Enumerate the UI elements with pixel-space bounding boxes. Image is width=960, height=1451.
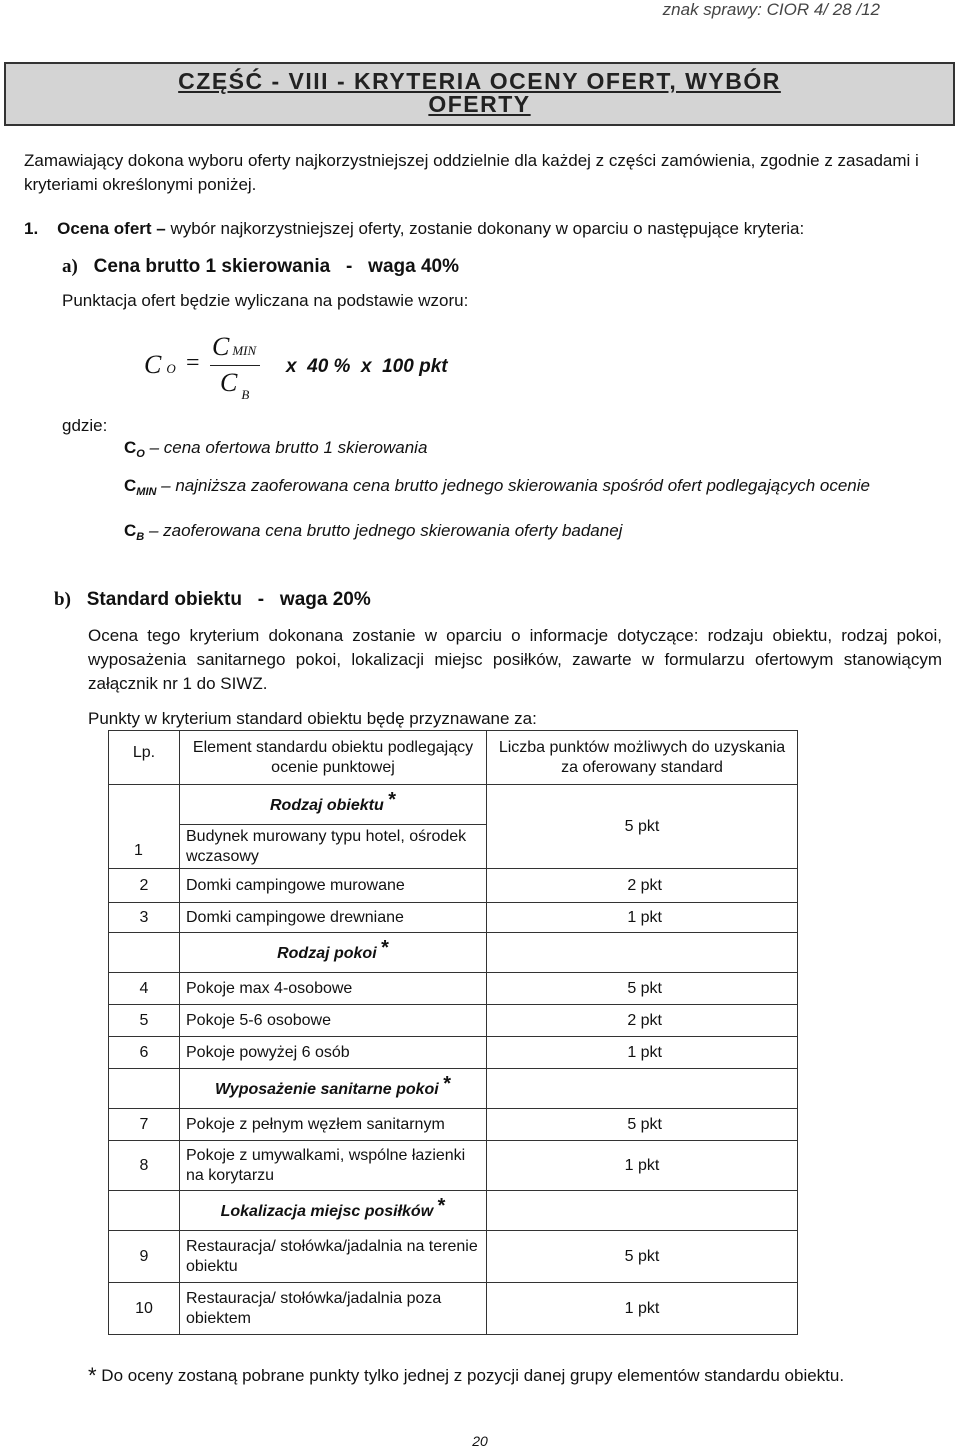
- table-cell-element: Pokoje z pełnym węzłem sanitarnym: [180, 1109, 487, 1141]
- table-cell-lp: 10: [109, 1283, 180, 1335]
- table-cell-element: Budynek murowany typu hotel, ośrodek wczasowy: [180, 825, 487, 869]
- table-row: [109, 1141, 798, 1191]
- intro-paragraph: Zamawiający dokona wyboru oferty najkorzystniejszej oddzielnie dla każdej z części zamówienia, zgodnie z zasadami i kryteriami określonymi poniżej.: [24, 151, 919, 194]
- table-cell-points: 5 pkt: [487, 1231, 798, 1283]
- table-cell-lp: 6: [109, 1037, 180, 1069]
- definition-co: $C_O$ – cena ofertowa brutto 1 skierowania: [124, 438, 428, 460]
- header-points: Liczba punktów możliwych do uzyskania za oferowany standard: [487, 731, 798, 785]
- table-row: [109, 1109, 798, 1141]
- formula-multiplier: x 40 % x 100 pkt: [286, 356, 448, 377]
- group-title-room-type: Rodzaj pokoi *: [180, 933, 487, 973]
- table-cell-points: 5 pkt: [487, 973, 798, 1005]
- group-title-sanitary: Wyposażenie sanitarne pokoi *: [180, 1069, 487, 1109]
- criterion-b-label: b): [54, 589, 71, 610]
- table-cell-element: Pokoje z umywalkami, wspólne łazienki na korytarzu: [180, 1141, 487, 1191]
- table-row: [109, 1283, 798, 1335]
- table-cell-lp: 2: [109, 869, 180, 903]
- point-1-heading: Ocena ofert –: [57, 219, 171, 238]
- table-cell-points: 2 pkt: [487, 869, 798, 903]
- section-title-box: [4, 62, 955, 126]
- group-title-object-type: Rodzaj obiektu *: [180, 785, 487, 825]
- table-cell-lp: 1: [134, 842, 143, 859]
- table-row: [109, 1005, 798, 1037]
- table-cell-lp: 3: [109, 903, 180, 933]
- table-cell-lp: 7: [109, 1109, 180, 1141]
- point-1: [24, 217, 944, 241]
- point-1-number: 1.: [24, 219, 39, 238]
- table-cell-points: 2 pkt: [487, 1005, 798, 1037]
- points-intro: Punkty w kryterium standard obiektu będę przyznawane za:: [88, 709, 537, 728]
- criterion-a-text: Cena brutto 1 skierowania - waga 40%: [93, 256, 460, 277]
- footnote-star: *: [88, 1363, 97, 1388]
- table-cell-lp: 9: [109, 1231, 180, 1283]
- criterion-a: [62, 254, 459, 280]
- criterion-b-description: Ocena tego kryterium dokonana zostanie w oparciu o informacje dotyczące: rodzaju obiektu, rodzaj pokoi, wyposażenia sanitarnego pokoi, lokalizacji miejsc posiłków, zawarte w formularzu ofertowym stanowiącym załącznik nr 1 do SIWZ.: [88, 626, 942, 693]
- formula-co: C O: [144, 350, 176, 379]
- footnote-text: Do oceny zostaną pobrane punkty tylko jednej z pozycji danej grupy elementów standardu obiektu.: [101, 1366, 845, 1385]
- table-row: [109, 903, 798, 933]
- criterion-a-label: a): [62, 256, 78, 277]
- table-cell-points: 1 pkt: [487, 1283, 798, 1335]
- header-lp: Lp.: [109, 731, 180, 785]
- criterion-b-text: Standard obiektu - waga 20%: [86, 589, 371, 610]
- section-title: [14, 70, 945, 116]
- section-title-line2: OFERTY: [428, 91, 531, 117]
- section-title-line1: CZĘŚĆ - VIII - KRYTERIA OCENY OFERT, WYBÓR: [178, 68, 781, 94]
- formula-intro: Punktacja ofert będzie wyliczana na podstawie wzoru:: [62, 291, 469, 310]
- formula-equals: =: [186, 350, 200, 376]
- criterion-b: [54, 587, 371, 613]
- table-cell-points: 1 pkt: [487, 1141, 798, 1191]
- group-row: [109, 1191, 798, 1231]
- table-row: [109, 1231, 798, 1283]
- table-row: [109, 869, 798, 903]
- header-element: Element standardu obiektu podlegający ocenie punktowej: [180, 731, 487, 785]
- table-cell-lp: 4: [109, 973, 180, 1005]
- table-cell-points: 5 pkt: [487, 785, 798, 869]
- formula-fraction-bar: [210, 365, 260, 366]
- table-cell-element: Pokoje powyżej 6 osób: [180, 1037, 487, 1069]
- table-row: [109, 973, 798, 1005]
- case-number: znak sprawy: CIOR 4/ 28 /12: [662, 0, 880, 19]
- table-cell-element: Domki campingowe drewniane: [180, 903, 487, 933]
- table-cell-element: Domki campingowe murowane: [180, 869, 487, 903]
- definition-cb: $C_B$ – zaoferowana cena brutto jednego skierowania oferty badanej: [124, 521, 623, 543]
- table-cell-element: Restauracja/ stołówka/jadalnia na terenie obiektu: [180, 1231, 487, 1283]
- table-cell-points: 1 pkt: [487, 1037, 798, 1069]
- point-1-text: wybór najkorzystniejszej oferty, zostanie dokonany w oparciu o następujące kryteria:: [170, 219, 805, 238]
- table-cell-element: Pokoje max 4-osobowe: [180, 973, 487, 1005]
- page-number: 20: [472, 1433, 488, 1449]
- group-row: [109, 933, 798, 973]
- group-row: [109, 1069, 798, 1109]
- table-header-row: [109, 731, 798, 785]
- formula-numerator: CMIN: [212, 332, 257, 361]
- standard-criteria-table: [108, 730, 798, 1335]
- table-cell-element: Restauracja/ stołówka/jadalnia poza obiektem: [180, 1283, 487, 1335]
- table-row: [109, 1037, 798, 1069]
- table-cell-element: Pokoje 5-6 osobowe: [180, 1005, 487, 1037]
- table-cell-points: 1 pkt: [487, 903, 798, 933]
- group-title-meals-location: Lokalizacja miejsc posiłków *: [180, 1191, 487, 1231]
- score-formula: [140, 330, 500, 410]
- table-cell-lp: 5: [109, 1005, 180, 1037]
- group-row: [109, 785, 798, 825]
- where-label: gdzie:: [62, 416, 108, 435]
- formula-denominator: C $_B$: [220, 368, 250, 402]
- footnote: [88, 1362, 844, 1388]
- table-cell-lp: 8: [109, 1141, 180, 1191]
- definition-cmin: $C_{MIN}$ – najniższa zaoferowana cena brutto jednego skierowania spośród ofert podlegających ocenie: [124, 476, 870, 498]
- table-cell-points: 5 pkt: [487, 1109, 798, 1141]
